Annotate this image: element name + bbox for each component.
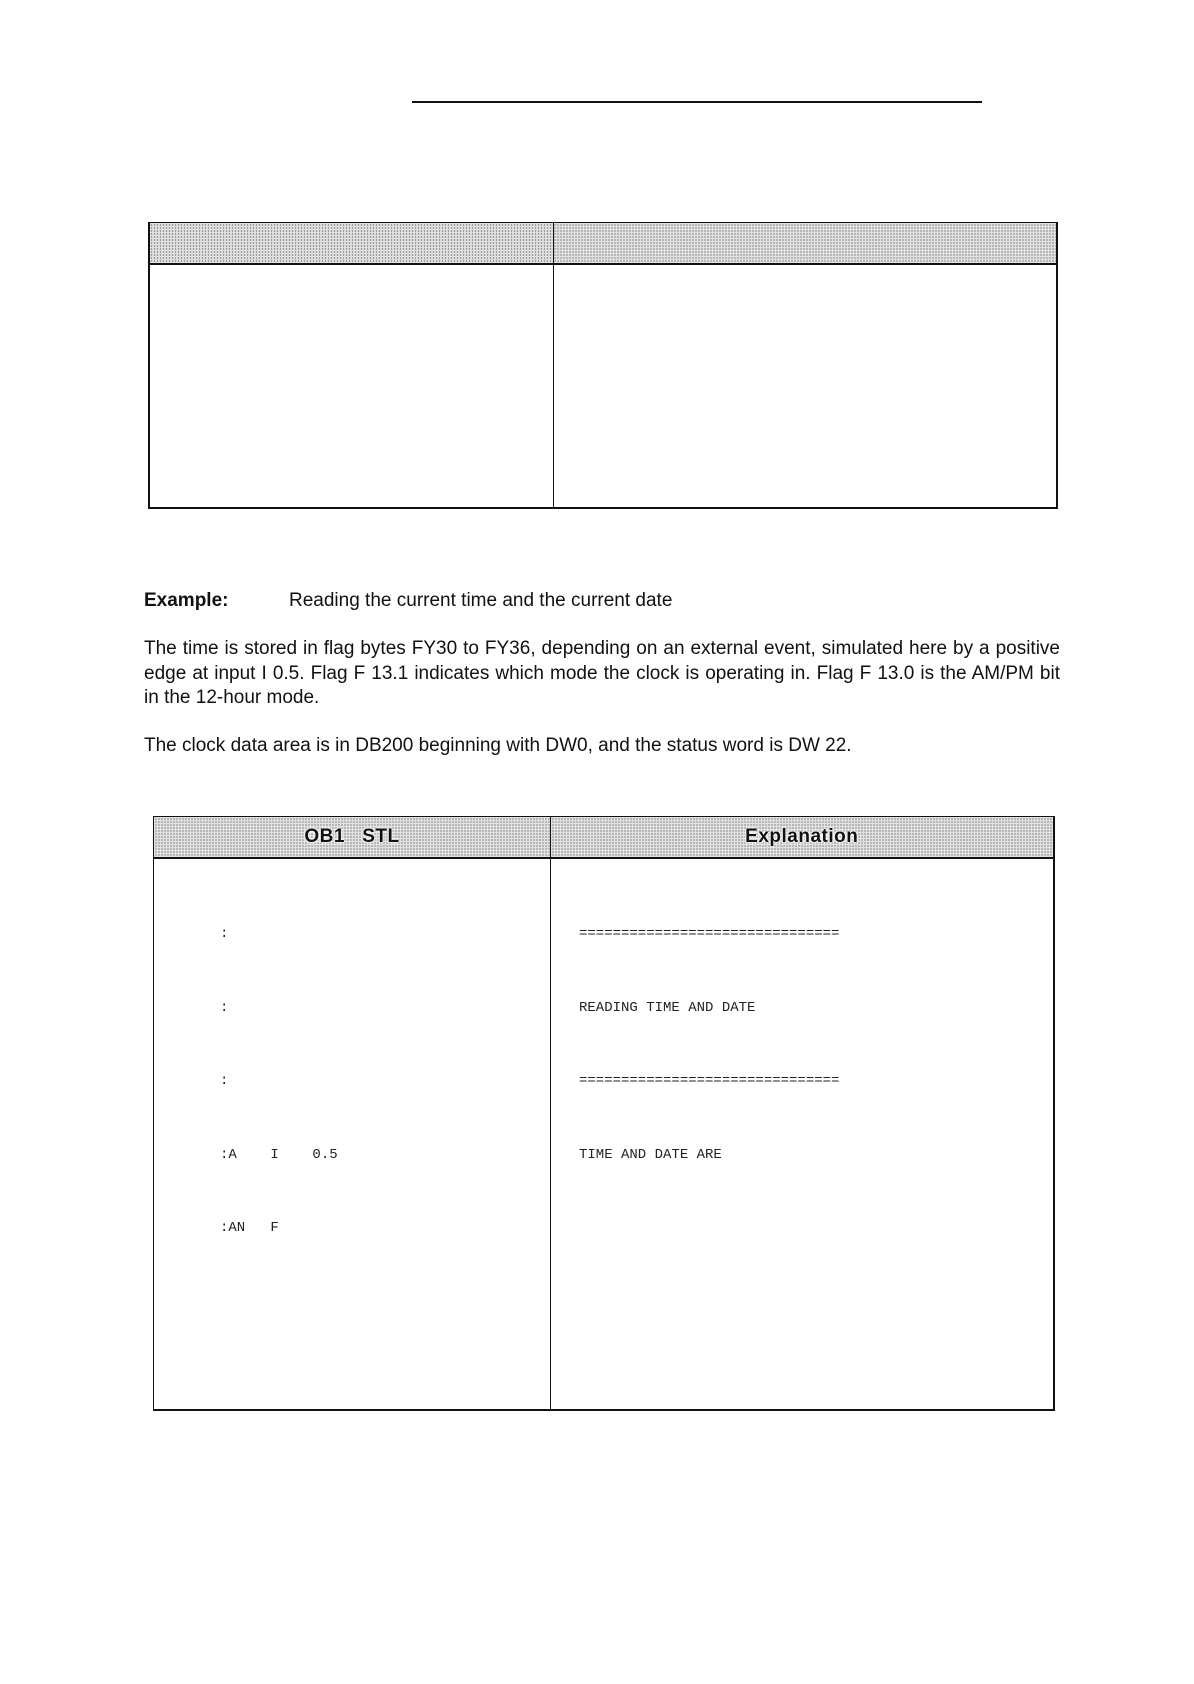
- top-table: [148, 222, 1058, 509]
- top-table-body-cell: [553, 264, 1057, 508]
- code-table-body-row: [154, 858, 1054, 1410]
- stl-code-line: :AN F: [220, 1220, 279, 1236]
- description-paragraph: The time is stored in flag bytes FY30 to FY36, depending on an external event, simulated here by a positive edge at input I 0.5. Flag F 13.1 indicates which mode the clock is operating in. Flag F 13.0 is the AM/PM bit in the 12-hour mode.: [144, 638, 1060, 708]
- explanation-line: ===============================: [579, 1073, 840, 1089]
- stl-code-block: [154, 859, 550, 1290]
- explanation-block: [551, 859, 1053, 1216]
- stl-column-header-label: OB1 STL: [304, 826, 400, 847]
- top-table-body-row: [149, 264, 1057, 508]
- stl-code-cell: [154, 858, 551, 1410]
- explanation-cell: [551, 858, 1054, 1410]
- stl-code-line: :: [220, 999, 229, 1016]
- explanation-column-header: [551, 817, 1054, 859]
- stl-code-line: :: [220, 1073, 229, 1089]
- top-table-header-cell: [553, 223, 1057, 265]
- stl-code-line: :: [220, 926, 229, 942]
- code-table: [153, 816, 1055, 1411]
- top-table-body-cell: [149, 264, 553, 508]
- code-table-header-row: [154, 817, 1054, 859]
- example-title: Reading the current time and the current date: [289, 590, 673, 611]
- stl-column-header: [154, 817, 551, 859]
- stl-code-line: :A I 0.5: [220, 1146, 338, 1163]
- top-table-header-row: [149, 223, 1057, 265]
- data-area-paragraph: The clock data area is in DB200 beginning with DW0, and the status word is DW 22.: [144, 735, 852, 756]
- explanation-line: TIME AND DATE ARE: [579, 1146, 722, 1163]
- top-table-header-cell: [149, 223, 553, 265]
- explanation-line: ===============================: [579, 926, 840, 942]
- header-rule: [412, 101, 982, 103]
- explanation-line: READING TIME AND DATE: [579, 999, 756, 1016]
- example-heading: [144, 589, 672, 613]
- example-label: Example:: [144, 590, 229, 611]
- explanation-column-header-label: Explanation: [745, 826, 859, 847]
